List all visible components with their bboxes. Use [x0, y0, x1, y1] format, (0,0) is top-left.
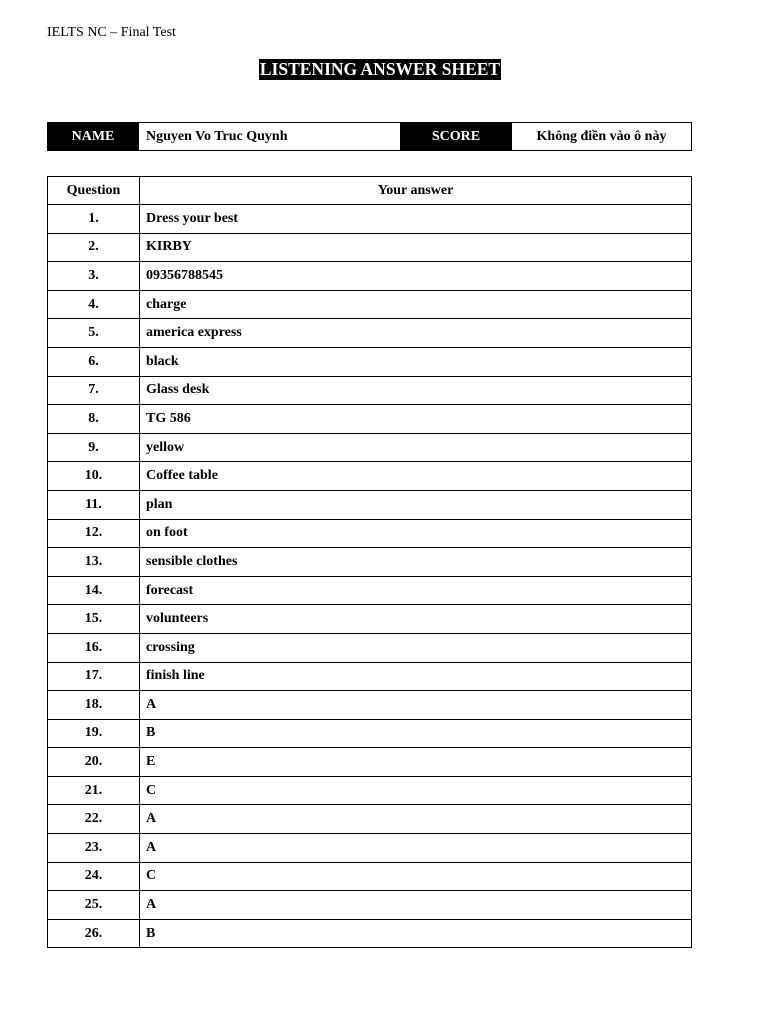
column-header-answer: Your answer — [140, 177, 692, 205]
table-row — [48, 776, 692, 805]
question-number: 12. — [48, 519, 140, 548]
answer-cell[interactable]: A — [140, 805, 692, 834]
table-row — [48, 462, 692, 491]
answer-cell[interactable]: plan — [140, 490, 692, 519]
answer-cell[interactable]: on foot — [140, 519, 692, 548]
question-number: 5. — [48, 319, 140, 348]
answer-cell[interactable]: B — [140, 919, 692, 948]
table-row — [48, 834, 692, 863]
table-row — [48, 205, 692, 234]
answer-cell[interactable]: Dress your best — [140, 205, 692, 234]
table-row — [48, 605, 692, 634]
question-number: 23. — [48, 834, 140, 863]
answer-cell[interactable]: sensible clothes — [140, 548, 692, 577]
name-label: NAME — [48, 123, 139, 151]
table-row — [48, 748, 692, 777]
table-row — [48, 376, 692, 405]
question-number: 1. — [48, 205, 140, 234]
answer-cell[interactable]: A — [140, 691, 692, 720]
question-number: 18. — [48, 691, 140, 720]
table-row — [48, 347, 692, 376]
question-number: 3. — [48, 262, 140, 291]
question-number: 24. — [48, 862, 140, 891]
table-row — [48, 319, 692, 348]
table-row — [48, 519, 692, 548]
answer-cell[interactable]: forecast — [140, 576, 692, 605]
question-number: 4. — [48, 290, 140, 319]
answer-cell[interactable]: A — [140, 834, 692, 863]
question-number: 22. — [48, 805, 140, 834]
question-number: 21. — [48, 776, 140, 805]
question-number: 7. — [48, 376, 140, 405]
student-info-row — [48, 123, 692, 151]
table-row — [48, 719, 692, 748]
question-number: 9. — [48, 433, 140, 462]
question-number: 25. — [48, 891, 140, 920]
question-number: 8. — [48, 405, 140, 434]
question-number: 16. — [48, 633, 140, 662]
table-row — [48, 633, 692, 662]
table-row — [48, 662, 692, 691]
answer-cell[interactable]: C — [140, 776, 692, 805]
answer-cell[interactable]: 09356788545 — [140, 262, 692, 291]
question-number: 11. — [48, 490, 140, 519]
answer-cell[interactable]: TG 586 — [140, 405, 692, 434]
answer-cell[interactable]: Coffee table — [140, 462, 692, 491]
question-number: 17. — [48, 662, 140, 691]
document-header: IELTS NC – Final Test — [47, 25, 176, 40]
table-row — [48, 233, 692, 262]
table-row — [48, 290, 692, 319]
answer-cell[interactable]: charge — [140, 290, 692, 319]
answer-cell[interactable]: C — [140, 862, 692, 891]
title-container — [0, 59, 760, 80]
answer-cell[interactable]: yellow — [140, 433, 692, 462]
question-number: 13. — [48, 548, 140, 577]
answer-cell[interactable]: A — [140, 891, 692, 920]
student-info-table — [47, 122, 692, 151]
name-field[interactable]: Nguyen Vo Truc Quynh — [139, 123, 401, 151]
table-row — [48, 862, 692, 891]
table-row — [48, 805, 692, 834]
answer-table — [47, 176, 692, 948]
answer-cell[interactable]: Glass desk — [140, 376, 692, 405]
answer-cell[interactable]: america express — [140, 319, 692, 348]
table-row — [48, 490, 692, 519]
answer-cell[interactable]: volunteers — [140, 605, 692, 634]
answer-cell[interactable]: E — [140, 748, 692, 777]
question-number: 6. — [48, 347, 140, 376]
table-row — [48, 691, 692, 720]
table-row — [48, 405, 692, 434]
column-header-question: Question — [48, 177, 140, 205]
question-number: 26. — [48, 919, 140, 948]
answer-cell[interactable]: black — [140, 347, 692, 376]
table-row — [48, 891, 692, 920]
answer-table-header — [48, 177, 692, 205]
question-number: 19. — [48, 719, 140, 748]
question-number: 15. — [48, 605, 140, 634]
score-field[interactable]: Không điền vào ô này — [512, 123, 692, 151]
table-row — [48, 433, 692, 462]
question-number: 20. — [48, 748, 140, 777]
table-row — [48, 262, 692, 291]
table-row — [48, 576, 692, 605]
question-number: 10. — [48, 462, 140, 491]
score-label: SCORE — [401, 123, 512, 151]
answer-cell[interactable]: finish line — [140, 662, 692, 691]
answer-cell[interactable]: KIRBY — [140, 233, 692, 262]
answer-cell[interactable]: crossing — [140, 633, 692, 662]
question-number: 14. — [48, 576, 140, 605]
table-row — [48, 548, 692, 577]
table-row — [48, 919, 692, 948]
question-number: 2. — [48, 233, 140, 262]
answer-cell[interactable]: B — [140, 719, 692, 748]
page-title: LISTENING ANSWER SHEET — [259, 59, 501, 79]
